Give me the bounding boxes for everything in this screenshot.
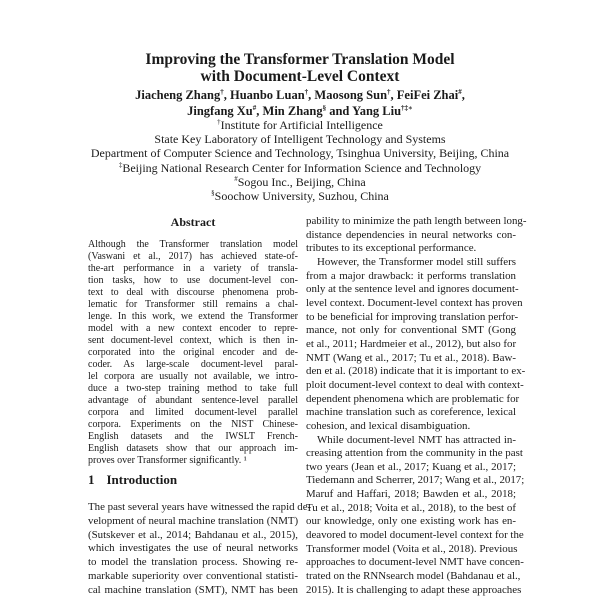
paper-title	[0, 52, 600, 85]
text-line: Tu et al., 2018; Voita et al., 2018), to the best of	[306, 501, 516, 514]
affiliation	[0, 161, 600, 175]
text-line: NMT (Wang et al., 2017; Tu et al., 2018). Baw-	[306, 351, 516, 364]
text-line: creasing attention from the community in the past	[306, 447, 523, 460]
affiliation	[0, 189, 600, 203]
affiliation-text: Department of Computer Science and Technology, Tsinghua University, Beijing, China	[90, 146, 510, 161]
affiliation	[0, 146, 600, 160]
affiliation-text: State Key Laboratory of Intelligent Technology and Systems	[154, 132, 446, 147]
text-line: Although the Transformer translation model	[88, 239, 298, 250]
affiliation-list	[0, 118, 600, 203]
text-line: (Vaswani et al., 2017) has achieved state-of-	[88, 251, 298, 262]
text-line: English datasets show that our approach im-	[88, 443, 298, 454]
affiliation-mark: †	[304, 88, 309, 96]
affiliation-text: Sogou Inc., Beijing, China	[237, 174, 366, 189]
text-line: pability to minimize the path length between long-	[306, 215, 527, 227]
section-number: 1	[88, 472, 95, 487]
text-line: The past several years have witnessed the rapid de-	[88, 501, 312, 513]
text-line: den et al. (2018) indicate that it is important to ex-	[306, 365, 526, 378]
author-list	[0, 87, 600, 119]
section-heading-introduction	[88, 472, 177, 488]
section-title: Introduction	[106, 472, 178, 487]
text-line: lenge. In this work, we extend the Transformer	[88, 311, 298, 322]
affiliation-mark: #	[234, 174, 238, 183]
text-line: tributes to its exceptional performance.	[306, 242, 477, 255]
abstract-heading: Abstract	[170, 215, 216, 229]
text-line: Maruf and Haffari, 2018; Bawden et al., 2018;	[306, 488, 516, 501]
text-line: our knowledge, only one existing work has en-	[306, 515, 516, 528]
text-line: two years (Jean et al., 2017; Kuang et al., 2017;	[306, 460, 516, 473]
author-separator: ,	[223, 88, 230, 102]
affiliation-text: Beijing National Research Center for Information Science and Technology	[122, 160, 482, 175]
affiliation-mark: §	[211, 189, 215, 198]
author-line	[0, 103, 600, 119]
text-line: lematic for Transformer still remains a chal-	[88, 299, 298, 310]
affiliation-text: Soochow University, Suzhou, China	[214, 189, 389, 204]
text-line: corpora. Experiments on the NIST Chinese-	[88, 419, 298, 430]
text-line: approaches to document-level NMT have concen-	[306, 556, 524, 569]
author-name: Min Zhang	[262, 104, 323, 118]
text-line: tion tasks, how to use document-level con-	[88, 275, 298, 286]
title-line: with Document-Level Context	[200, 67, 400, 85]
affiliation-mark: #	[458, 88, 462, 96]
introduction-body	[88, 501, 312, 598]
affiliation-mark: §	[322, 104, 327, 112]
text-line: model with a new context encoder to repre-	[88, 323, 298, 334]
author-separator: ,	[390, 88, 397, 102]
text-line: mance, not only for conventional SMT (Gong	[306, 324, 516, 337]
text-line: machine translation such as coreference, lexical	[306, 406, 516, 419]
text-line: which investigates the use of neural networks	[88, 542, 298, 555]
text-line: the-art performance in a variety of transla-	[88, 263, 298, 274]
affiliation-mark: ‡	[118, 160, 123, 169]
author-separator: ,	[256, 104, 263, 118]
title-line: Improving the Transformer Translation Model	[145, 51, 455, 68]
author-name: Maosong Sun	[314, 88, 388, 102]
affiliation-text: Institute for Artificial Intelligence	[220, 118, 383, 132]
right-column-body	[306, 215, 527, 597]
text-line: coder. As large-scale document-level paral-	[88, 359, 298, 370]
text-line: Transformer model (Voita et al., 2018). Previous	[306, 542, 518, 555]
author-name: Huanbo Luan	[229, 88, 305, 102]
author-line	[0, 87, 600, 103]
text-line: proves over Transformer significantly. ¹	[88, 455, 247, 466]
author-name: Yang Liu	[352, 104, 402, 118]
text-line: English datasets and the IWSLT French-	[88, 431, 298, 442]
affiliation	[0, 118, 600, 132]
text-line: only at the sentence level and ignores document-	[306, 283, 519, 296]
author-name: FeiFei Zhai	[396, 88, 459, 102]
text-line: corpora and limited document-level parallel	[88, 407, 298, 418]
author-separator: ,	[461, 88, 465, 102]
text-line: advantage of abundant sentence-level parallel	[88, 395, 298, 406]
text-line: sent document-level context, which is then in-	[88, 335, 298, 346]
affiliation	[0, 175, 600, 189]
author-separator: and	[326, 104, 353, 118]
abstract-body	[88, 239, 298, 467]
text-line: While document-level NMT has attracted in-	[317, 433, 516, 446]
text-line: markable superiority over conventional statisti-	[88, 569, 298, 582]
text-line: Tiedemann and Scherrer, 2017; Wang et al., 2017;	[306, 474, 525, 487]
text-line: from a major drawback: it performs translation	[306, 269, 516, 282]
text-line: distance dependencies in neural networks con-	[306, 228, 516, 241]
text-line: to model the translation process. Showing re-	[88, 556, 298, 569]
text-line: dependent phenomena which are problematic for	[306, 392, 520, 405]
affiliation	[0, 132, 600, 146]
text-line: 2015). It is challenging to adapt these approaches	[306, 583, 522, 596]
text-line: (Sutskever et al., 2014; Bahdanau et al., 2015),	[88, 528, 298, 541]
author-separator: ,	[308, 88, 315, 102]
affiliation-mark: #	[252, 104, 257, 112]
text-line: level context. Document-level context has proven	[306, 296, 523, 309]
text-line: duce a two-step training method to take full	[88, 383, 298, 394]
affiliation-mark: †	[220, 88, 224, 96]
text-line: cohesion, and lexical disambiguation.	[306, 419, 471, 432]
text-line: cal machine translation (SMT), NMT has been	[88, 583, 298, 596]
affiliation-mark: †	[387, 88, 391, 96]
text-line: text to deal with discourse phenomena prob-	[88, 287, 298, 298]
text-line: et al., 2011; Hardmeier et al., 2012), but also for	[306, 337, 517, 350]
text-line: velopment of neural machine translation (NMT)	[88, 514, 299, 527]
text-line: lel corpora are usually not available, we intro-	[88, 371, 298, 382]
affiliation-mark: †‡∗	[401, 104, 413, 112]
affiliation-mark: †	[217, 118, 221, 126]
text-line: to be beneficial for improving translation perfor-	[306, 310, 519, 323]
text-line: trated on the RNNsearch model (Bahdanau et al.,	[306, 570, 521, 583]
text-line: However, the Transformer model still suffers	[317, 255, 516, 268]
text-line: corporated into the original encoder and de-	[88, 347, 298, 358]
author-name: Jiacheng Zhang	[135, 88, 221, 102]
text-line: ploit document-level context to deal with context-	[306, 378, 524, 391]
text-line: deavored to model document-level context for the	[306, 529, 524, 542]
author-name: Jingfang Xu	[187, 104, 253, 118]
